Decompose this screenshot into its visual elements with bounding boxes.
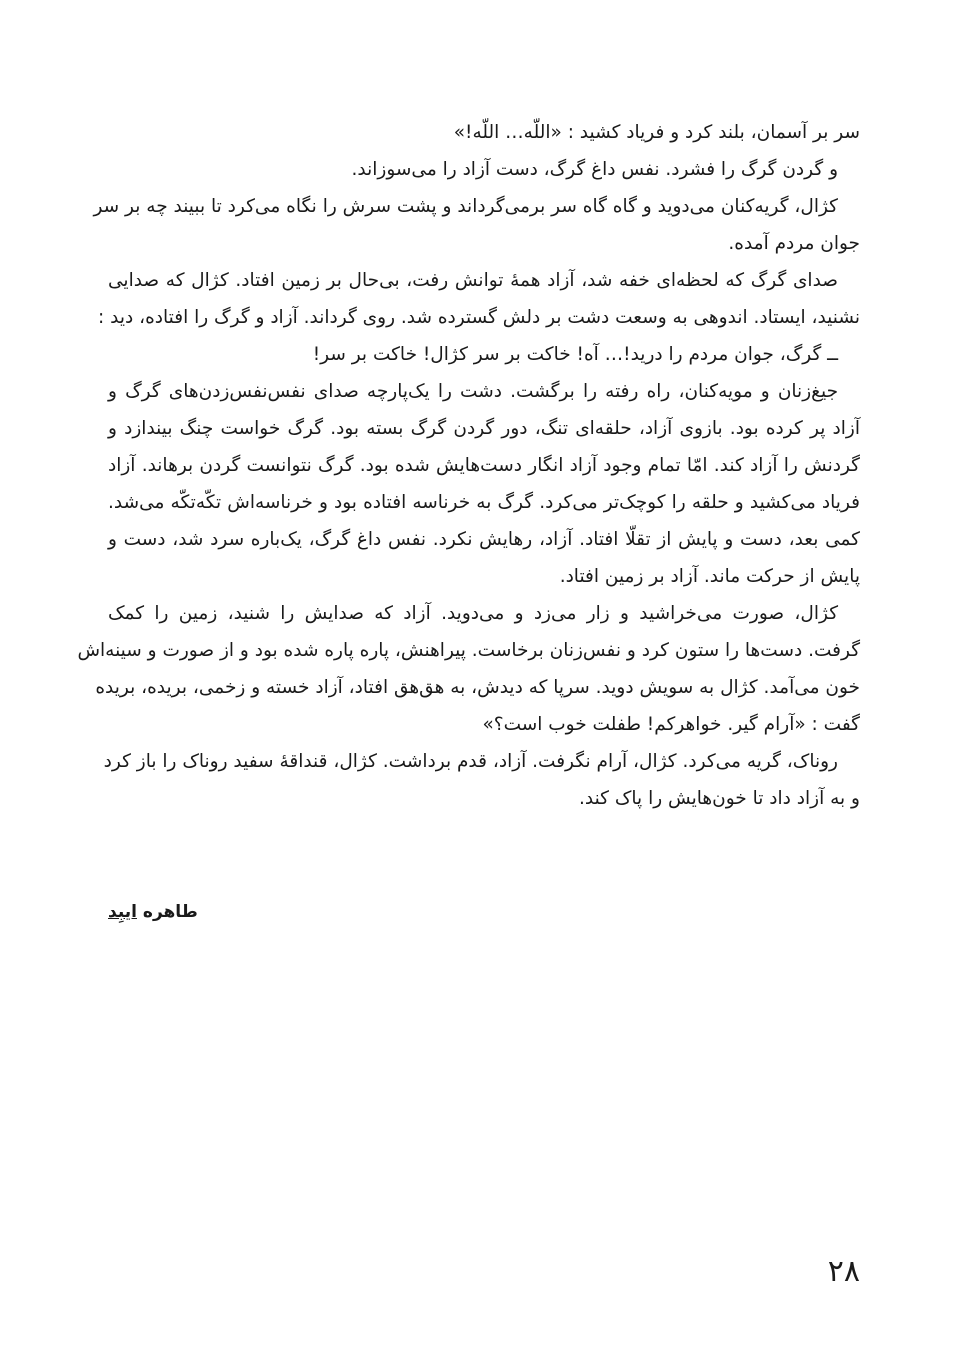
text-line: گفت : «آرام گیر. خواهرکم! طفلت خوب است؟»: [482, 714, 860, 735]
text-line: جیغ‌زنان و مویه‌کنان، راه رفته را برگشت. دشت را یک‌پارچه صدای نفس‌نفس‌زدن‌های گرگ و: [108, 381, 838, 402]
text-line: آزاد پر کرده بود. بازوی آزاد، حلقه‌ای تنگ، دور گردن گرگ بسته بود. گرگ خواست چنگ بیندازد و: [108, 418, 860, 439]
text-line: و به آزاد داد تا خون‌هایش را پاک کند.: [578, 788, 860, 809]
paragraph: [108, 114, 860, 151]
text-line: کژال، صورت می‌خراشید و زار می‌زد و می‌دوید. آزاد که صدایش را شنید، زمین را کمک: [108, 603, 838, 624]
dialogue-line: ــ گرگ، جوان مردم را درید!… آه! خاکت بر سر کژال! خاکت بر سر!: [312, 344, 838, 365]
text-line: جوان مردم آمده.: [728, 233, 860, 254]
author-last-name: ایبِد: [108, 902, 137, 922]
text-line: و گردن گرگ را فشرد. نفس داغ گرگ، دست آزاد را می‌سوزاند.: [351, 159, 838, 180]
text-line: نشنید، ایستاد. اندوهی به وسعت دشت بر دلش گسترده شد. روی گرداند. آزاد و گرگ را افتاده، دید :: [98, 307, 860, 328]
story-text: [77, 114, 860, 817]
text-line: کمی بعد، دست و پایش از تقلّا افتاد. آزاد، رهایش نکرد. نفس داغ گرگ، یک‌باره سرد شد، دست و: [108, 529, 860, 550]
text-line: روناک، گریه می‌کرد. کژال، آرام نگرفت. آزاد، قدم برداشت. کژال، قنداقهٔ سفید روناک را باز کرد: [103, 751, 838, 772]
author-signature: [108, 897, 198, 927]
text-line: پایش از حرکت ماند. آزاد بر زمین افتاد.: [559, 566, 860, 587]
paragraph: [108, 151, 860, 188]
text-line: فریاد می‌کشید و حلقه را کوچک‌تر می‌کرد. گرگ به خرناسه افتاده بود و خرناسه‌اش تکّه‌تکّه می‌شد.: [108, 492, 860, 513]
author-first-name: طاهره: [142, 902, 198, 922]
text-line: گردنش را آزاد کند. امّا تمام وجود آزاد انگار دست‌هایش شده بود. گرگ نتوانست گردن برهاند. آزاد: [108, 455, 860, 476]
page-number: ۲۸: [827, 1254, 860, 1289]
text-line: کژال، گریه‌کنان می‌دوید و گاه گاه سر برمی‌گرداند و پشت سرش را نگاه می‌کرد تا ببیند چه بر سر: [93, 196, 838, 217]
text-line: سر بر آسمان، بلند کرد و فریاد کشید : «اللّه… اللّه!»: [453, 122, 860, 143]
text-line: صدای گرگ که لحظه‌ای خفه شد، آزاد همهٔ توانش رفت، بی‌حال بر زمین افتاد. کژال که صدایی: [108, 270, 838, 291]
text-line: گرفت. دست‌ها را ستون کرد و نفس‌زنان برخاست. پیراهنش، پاره پاره شده بود و از صورت و سینه‌اش: [77, 640, 860, 661]
paragraph: [103, 743, 860, 817]
paragraph: [77, 595, 860, 743]
paragraph: [93, 188, 860, 262]
paragraph: [108, 373, 860, 595]
paragraph: [98, 262, 860, 373]
text-line: خون می‌آمد. کژال به سویش دوید. سرپا که دیدش، به هق‌هق افتاد، آزاد خسته و زخمی، بریده، بریده: [95, 677, 860, 698]
